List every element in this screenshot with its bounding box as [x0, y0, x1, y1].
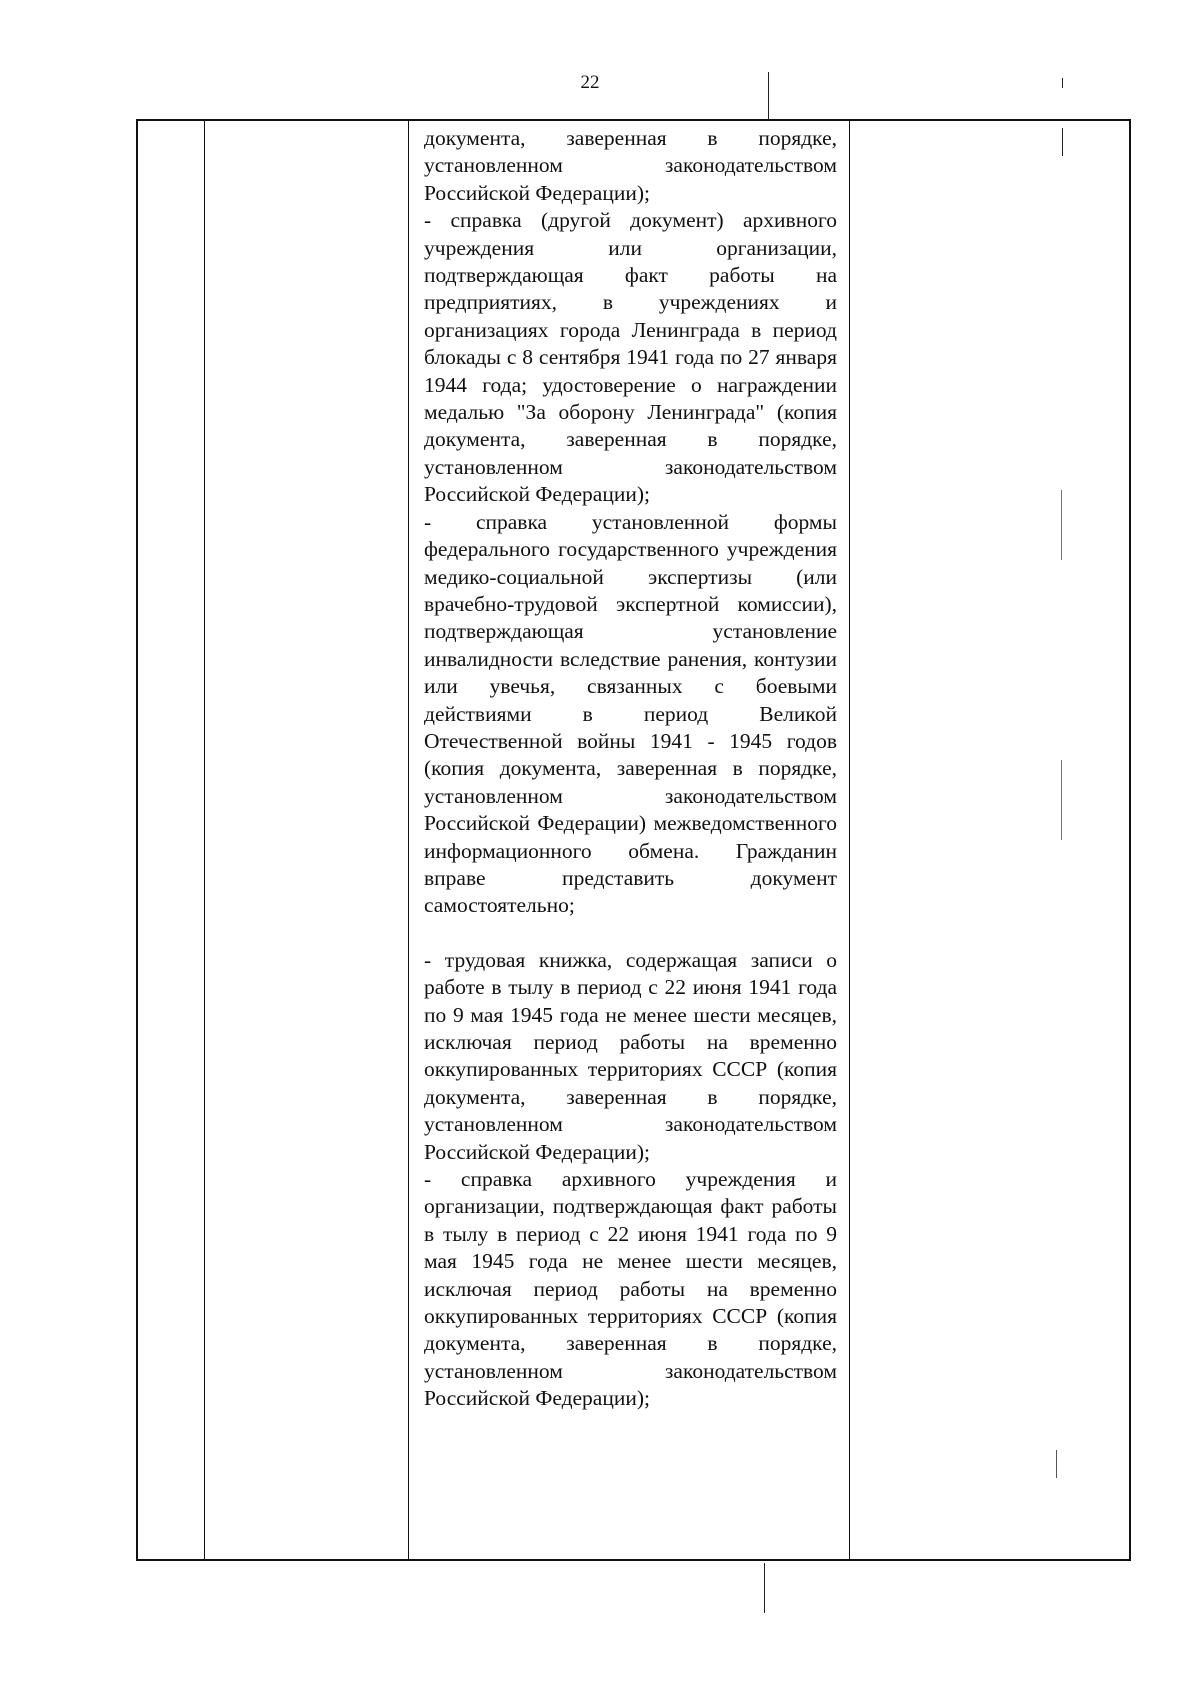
document-paragraph-4: - трудовая книжка, содержащая записи о работе в тылу в период с 22 июня 1941 года по 9 мая 1945 года не менее шести месяцев, исключая период работы на временно оккупированных территориях СССР (копия документа, заверенная в порядке, установленном законодательством Российской Федерации); [424, 947, 837, 1164]
document-paragraph-3: - справка установленной формы федерального государственного учреждения медико-социальной экспертизы (или врачебно-трудовой экспертной комиссии), подтверждающая установление инвалидности вследствие ранения, контузии или увечья, связанных с боевыми действиями в период Великой Отечественной войны 1941 - 1945 годов (копия документа, заверенная в порядке, установленном законодательством Российской Федерации) межведомственного информационного обмена. Гражданин вправе представить документ самостоятельно; [424, 509, 837, 918]
scan-fold-line-top [768, 72, 769, 120]
scan-edge-mark [1062, 128, 1063, 156]
scan-fold-line-bottom [764, 1563, 765, 1613]
document-paragraph-1: документа, заверенная в порядке, установленном законодательством Российской Федерации); [424, 126, 837, 205]
page-number: 22 [580, 72, 600, 93]
document-table [136, 119, 1131, 1561]
scan-edge-mark [1056, 1450, 1057, 1478]
required-documents-cell [424, 125, 837, 1413]
document-paragraph-2: - справка (другой документ) архивного учреждения или организации, подтверждающая факт работы на предприятиях, в учреждениях и организациях города Ленинграда в период блокады с 8 сентября 1941 года по 27 января 1944 года; удостоверение о награждении медалью "За оборону Ленинграда" (копия документа, заверенная в порядке, установленном законодательством Российской Федерации); [424, 208, 837, 507]
document-paragraph-5: - справка архивного учреждения и организации, подтверждающая факт работы в тылу в период с 22 июня 1941 года по 9 мая 1945 года не менее шести месяцев, исключая период работы на временно оккупированных территориях СССР (копия документа, заверенная в порядке, установленном законодательством Российской Федерации); [424, 1167, 837, 1411]
column-divider-1 [204, 121, 205, 1559]
column-divider-2 [408, 121, 409, 1559]
scan-edge-mark [1061, 490, 1062, 560]
scan-edge-mark [1062, 78, 1063, 88]
column-divider-3 [849, 121, 850, 1559]
scan-edge-mark [1061, 760, 1062, 840]
